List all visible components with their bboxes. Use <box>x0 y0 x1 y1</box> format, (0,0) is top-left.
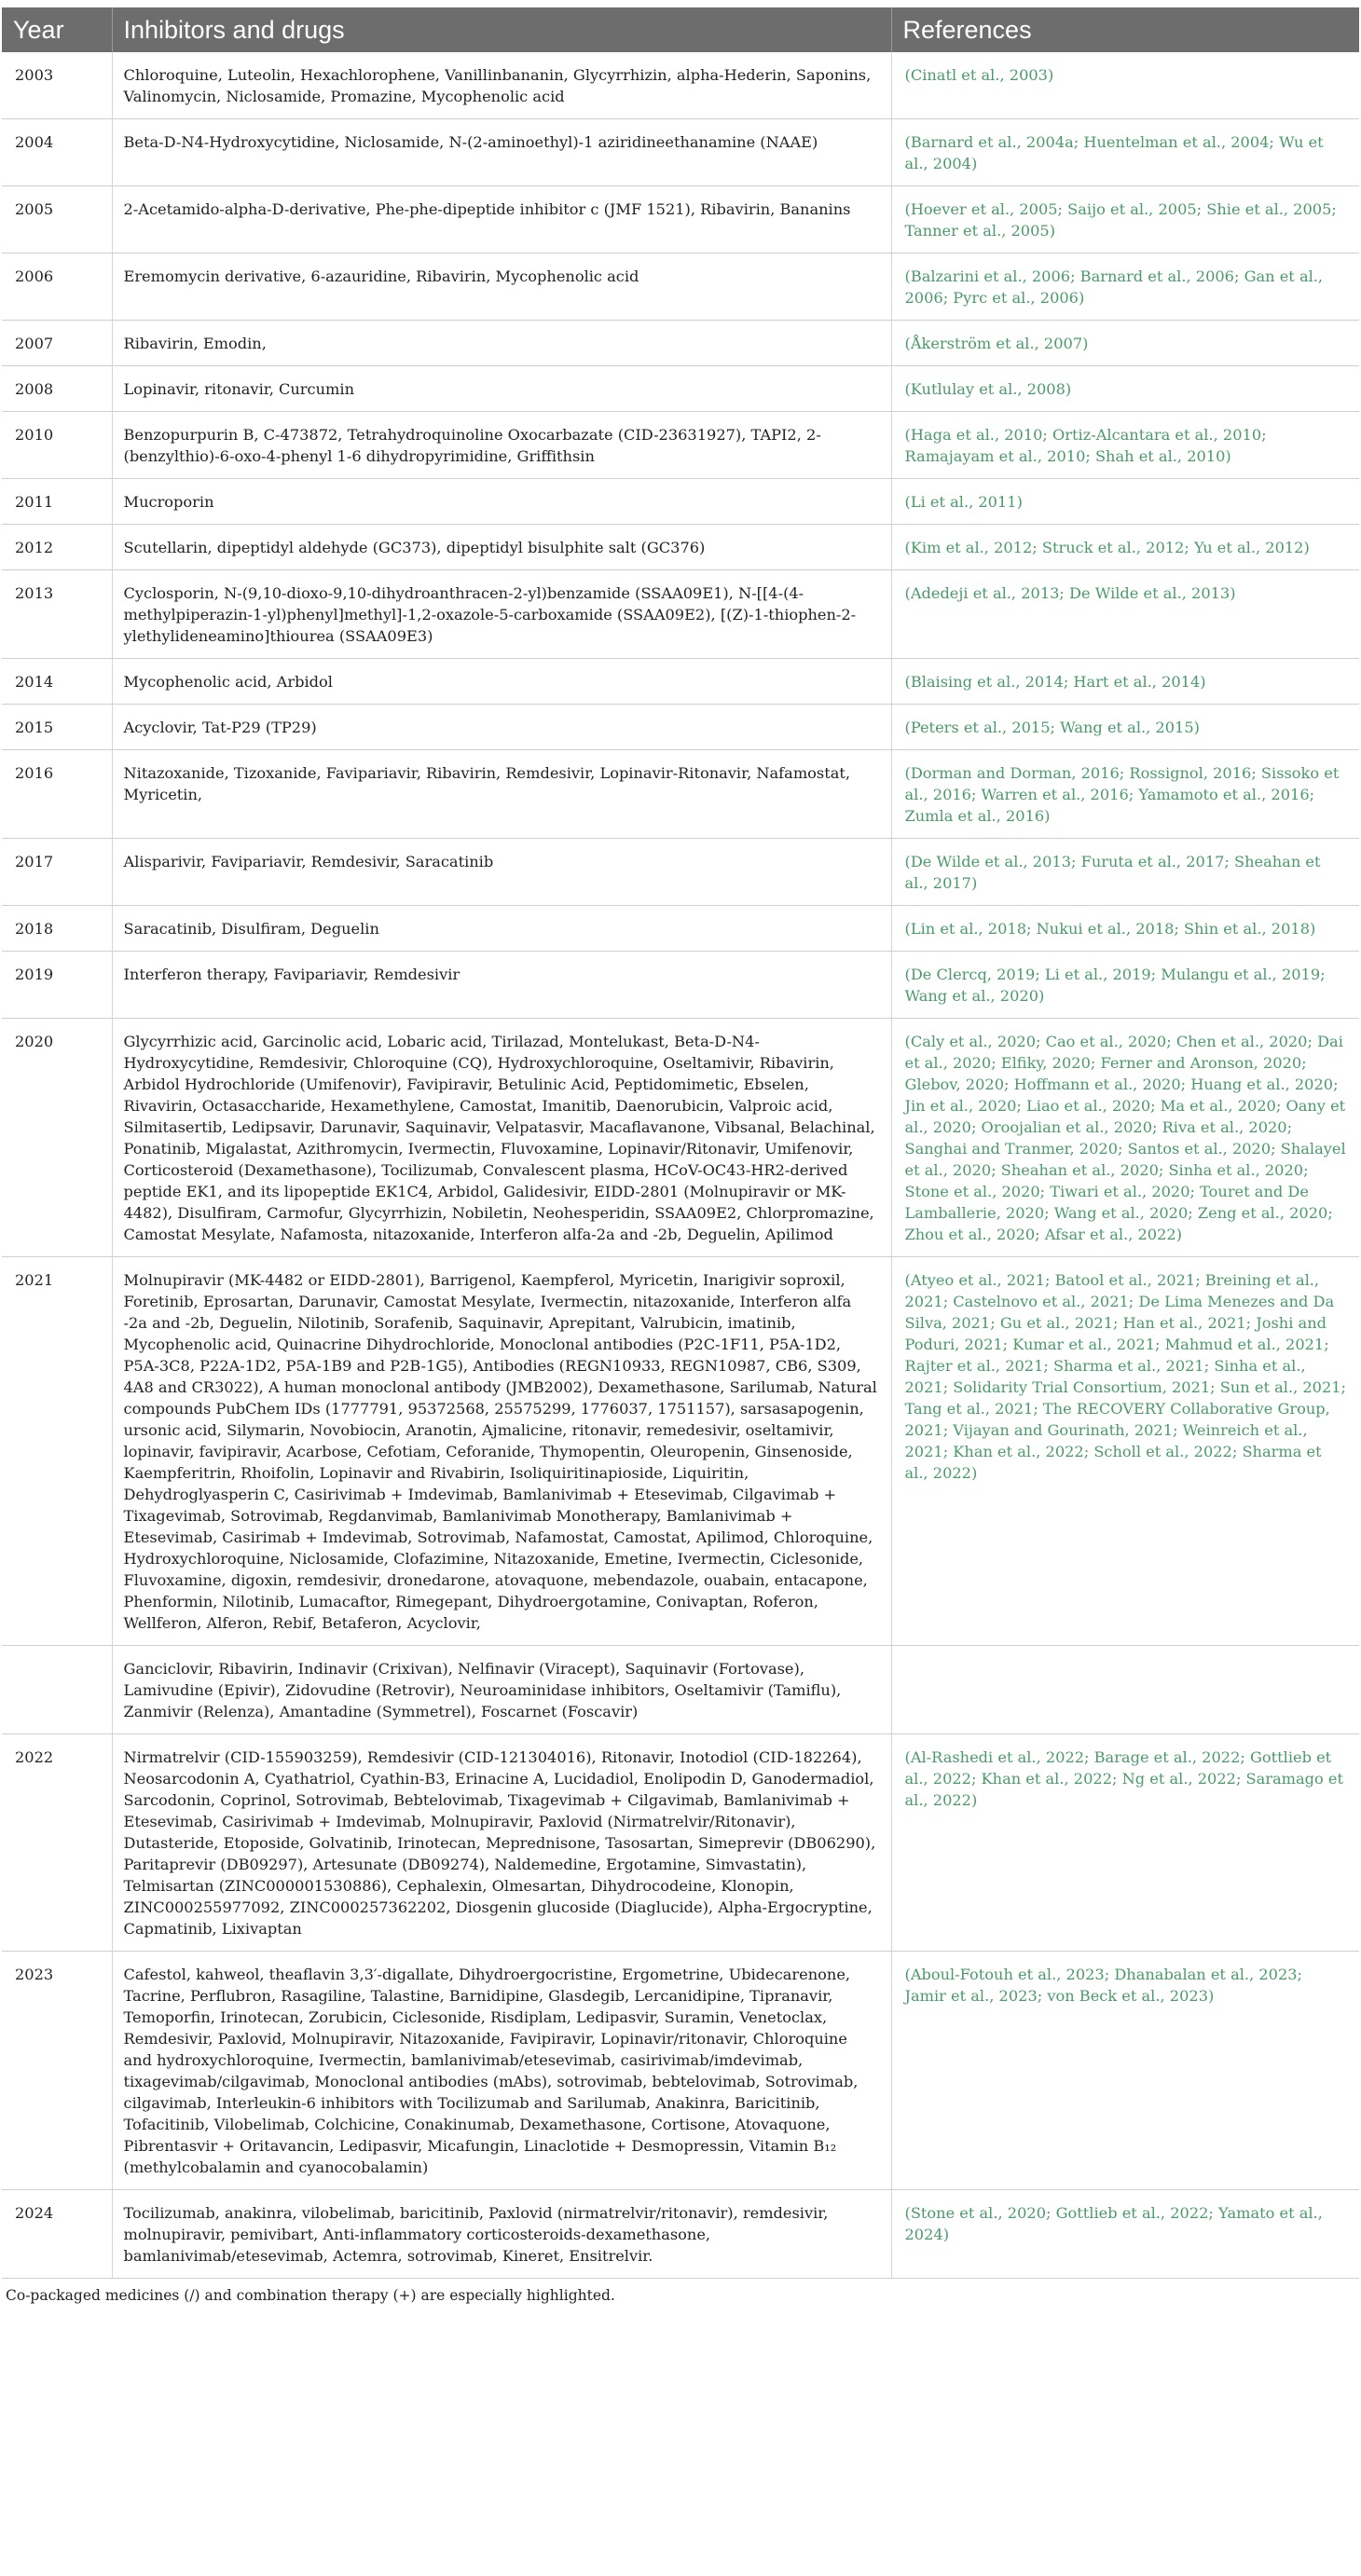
table-row <box>2 2190 1359 2279</box>
year-cell: 2022 <box>2 1734 112 1952</box>
table-header <box>2 7 1359 52</box>
table-footnote: Co-packaged medicines (/) and combination therapy (+) are especially highlighted. <box>6 2287 615 2304</box>
year-cell: 2018 <box>2 906 112 952</box>
references-cell[interactable]: (Kutlulay et al., 2008) <box>891 366 1359 412</box>
year-cell: 2005 <box>2 186 112 253</box>
drugs-cell: Benzopurpurin B, C-473872, Tetrahydroquinoline Oxocarbazate (CID-23631927), TAPI2, 2-(benzylthio)-6-oxo-4-phenyl 1-6 dihydropyrimidine, Griffithsin <box>112 412 891 479</box>
drugs-cell: Saracatinib, Disulfiram, Deguelin <box>112 906 891 952</box>
drugs-cell: Nitazoxanide, Tizoxanide, Favipariavir, Ribavirin, Remdesivir, Lopinavir-Ritonavir, Nafamostat, Myricetin, <box>112 750 891 839</box>
table-row <box>2 253 1359 321</box>
year-cell: 2021 <box>2 1257 112 1646</box>
drugs-cell: Acyclovir, Tat-P29 (TP29) <box>112 705 891 750</box>
year-cell: 2015 <box>2 705 112 750</box>
references-cell[interactable]: (Barnard et al., 2004a; Huentelman et al., 2004; Wu et al., 2004) <box>891 119 1359 186</box>
drugs-cell: Glycyrrhizic acid, Garcinolic acid, Lobaric acid, Tirilazad, Montelukast, Beta-D-N4-Hydroxycytidine, Remdesivir, Chloroquine (CQ), Hydroxychloroquine, Oseltamivir, Ribavirin, Arbidol Hydrochloride (Umifenovir), Favipiravir, Betulinic Acid, Peptidomimetic, Ebselen, Rivavirin, Octasaccharide, Hexamethylene, Camostat, Imanitib, Daenorubicin, Valproic acid, Silmitasertib, Ledipsavir, Darunavir, Saquinavir, Velpatasvir, Macaflavanone, Vibsanal, Belachinal, Ponatinib, Migalastat, Azithromycin, Ivermectin, Fluvoxamine, Lopinavir/Ritonavir, Umifenovir, Corticosteroid (Dexamethasone), Tocilizumab, Convalescent plasma, HCoV-OC43-HR2-derived peptide EK1, and its lipopeptide EK1C4, Arbidol, Galidesivir, EIDD-2801 (Molnupiravir or MK-4482), Disulfiram, Carmofur, Glycyrrhizin, Nobiletin, Neohesperidin, SSAA09E2, Chlorpromazine, Camostat Mesylate, Nafamosta, nitazoxanide, Interferon alfa-2a and -2b, Deguelin, Apilimod <box>112 1019 891 1257</box>
references-cell[interactable]: (Cinatl et al., 2003) <box>891 52 1359 119</box>
table-row <box>2 839 1359 906</box>
references-cell[interactable]: (Haga et al., 2010; Ortiz-Alcantara et al., 2010; Ramajayam et al., 2010; Shah et al., 2010) <box>891 412 1359 479</box>
table-row <box>2 570 1359 659</box>
header-references: References <box>891 7 1359 52</box>
table-row <box>2 186 1359 253</box>
references-cell[interactable]: (Atyeo et al., 2021; Batool et al., 2021; Breining et al., 2021; Castelnovo et al., 2021; De Lima Menezes and Da Silva, 2021; Gu et al., 2021; Han et al., 2021; Joshi and Poduri, 2021; Kumar et al., 2021; Mahmud et al., 2021; Rajter et al., 2021; Sharma et al., 2021; Sinha et al., 2021; Solidarity Trial Consortium, 2021; Sun et al., 2021; Tang et al., 2021; The RECOVERY Collaborative Group, 2021; Vijayan and Gourinath, 2021; Weinreich et al., 2021; Khan et al., 2022; Scholl et al., 2022; Sharma et al., 2022) <box>891 1257 1359 1646</box>
references-cell[interactable]: (Åkerström et al., 2007) <box>891 321 1359 366</box>
drugs-cell: Alisparivir, Favipariavir, Remdesivir, Saracatinib <box>112 839 891 906</box>
references-cell[interactable]: (Peters et al., 2015; Wang et al., 2015) <box>891 705 1359 750</box>
year-cell: 2003 <box>2 52 112 119</box>
table-row <box>2 1646 1359 1734</box>
table-row <box>2 366 1359 412</box>
references-cell[interactable]: (Al-Rashedi et al., 2022; Barage et al., 2022; Gottlieb et al., 2022; Khan et al., 2022; Ng et al., 2022; Saramago et al., 2022) <box>891 1734 1359 1952</box>
references-cell[interactable]: (Kim et al., 2012; Struck et al., 2012; Yu et al., 2012) <box>891 525 1359 570</box>
header-drugs: Inhibitors and drugs <box>112 7 891 52</box>
drugs-cell: Lopinavir, ritonavir, Curcumin <box>112 366 891 412</box>
table-row <box>2 659 1359 705</box>
year-cell: 2019 <box>2 952 112 1019</box>
table-row <box>2 479 1359 525</box>
drugs-cell: Eremomycin derivative, 6-azauridine, Ribavirin, Mycophenolic acid <box>112 253 891 321</box>
references-cell[interactable] <box>891 1646 1359 1734</box>
drugs-cell: 2-Acetamido-alpha-D-derivative, Phe-phe-dipeptide inhibitor c (JMF 1521), Ribavirin, Bananins <box>112 186 891 253</box>
year-cell: 2004 <box>2 119 112 186</box>
drugs-cell: Beta-D-N4-Hydroxycytidine, Niclosamide, N-(2-aminoethyl)-1 aziridineethanamine (NAAE) <box>112 119 891 186</box>
table-row <box>2 119 1359 186</box>
year-cell: 2007 <box>2 321 112 366</box>
year-cell: 2010 <box>2 412 112 479</box>
drugs-cell: Interferon therapy, Favipariavir, Remdesivir <box>112 952 891 1019</box>
year-cell: 2012 <box>2 525 112 570</box>
table-row <box>2 525 1359 570</box>
table-row <box>2 1952 1359 2190</box>
references-cell[interactable]: (De Wilde et al., 2013; Furuta et al., 2017; Sheahan et al., 2017) <box>891 839 1359 906</box>
references-cell[interactable]: (Balzarini et al., 2006; Barnard et al., 2006; Gan et al., 2006; Pyrc et al., 2006) <box>891 253 1359 321</box>
table-row <box>2 52 1359 119</box>
drug-history-table <box>2 7 1359 2279</box>
table-row <box>2 412 1359 479</box>
drugs-cell: Nirmatrelvir (CID-155903259), Remdesivir (CID-121304016), Ritonavir, Inotodiol (CID-182264), Neosarcodonin A, Cyathatriol, Cyathin-B3, Erinacine A, Lucidadiol, Enolipodin D, Ganodermadiol, Sarcodonin, Coprinol, Sotrovimab, Bebtelovimab, Tixagevimab + Cilgavimab, Bamlanivimab + Etesevimab, Casirivimab + Imdevimab, Molnupiravir, Paxlovid (Nirmatrelvir/Ritonavir), Dutasteride, Etoposide, Golvatinib, Irinotecan, Meprednisone, Tasosartan, Simeprevir (DB06290), Paritaprevir (DB09297), Artesunate (DB09274), Naldemedine, Ergotamine, Simvastatin), Telmisartan (ZINC000001530886), Cephalexin, Olmesartan, Dihydrocodeine, Klonopin, ZINC000255977092, ZINC000257362202, Diosgenin glucoside (Diaglucide), Alpha-Ergocryptine, Capmatinib, Lixivaptan <box>112 1734 891 1952</box>
table-row <box>2 1734 1359 1952</box>
table-row <box>2 705 1359 750</box>
table-body <box>2 52 1359 2279</box>
drugs-cell: Ribavirin, Emodin, <box>112 321 891 366</box>
drugs-cell: Tocilizumab, anakinra, vilobelimab, baricitinib, Paxlovid (nirmatrelvir/ritonavir), remdesivir, molnupiravir, pemivibart, Anti-inflammatory corticosteroids-dexamethasone, bamlanivimab/etesevimab, Actemra, sotrovimab, Kineret, Ensitrelvir. <box>112 2190 891 2279</box>
drugs-cell: Cyclosporin, N-(9,10-dioxo-9,10-dihydroanthracen-2-yl)benzamide (SSAA09E1), N-[[4-(4-methylpiperazin-1-yl)phenyl]methyl]-1,2-oxazole-5-carboxamide (SSAA09E2), [(Z)-1-thiophen-2-ylethylideneamino]thiourea (SSAA09E3) <box>112 570 891 659</box>
year-cell: 2016 <box>2 750 112 839</box>
table-row <box>2 1019 1359 1257</box>
drugs-cell: Mucroporin <box>112 479 891 525</box>
header-row <box>2 7 1359 52</box>
references-cell[interactable]: (Caly et al., 2020; Cao et al., 2020; Chen et al., 2020; Dai et al., 2020; Elfiky, 2020; Ferner and Aronson, 2020; Glebov, 2020; Hoffmann et al., 2020; Huang et al., 2020; Jin et al., 2020; Liao et al., 2020; Ma et al., 2020; Oany et al., 2020; Oroojalian et al., 2020; Riva et al., 2020; Sanghai and Tranmer, 2020; Santos et al., 2020; Shalayel et al., 2020; Sheahan et al., 2020; Sinha et al., 2020; Stone et al., 2020; Tiwari et al., 2020; Touret and De Lamballerie, 2020; Wang et al., 2020; Zeng et al., 2020; Zhou et al., 2020; Afsar et al., 2022) <box>891 1019 1359 1257</box>
table-row <box>2 1257 1359 1646</box>
drugs-cell: Ganciclovir, Ribavirin, Indinavir (Crixivan), Nelfinavir (Viracept), Saquinavir (Fortovase), Lamivudine (Epivir), Zidovudine (Retrovir), Neuroaminidase inhibitors, Oseltamivir (Tamiflu), Zanmivir (Relenza), Amantadine (Symmetrel), Foscarnet (Foscavir) <box>112 1646 891 1734</box>
year-cell: 2017 <box>2 839 112 906</box>
references-cell[interactable]: (De Clercq, 2019; Li et al., 2019; Mulangu et al., 2019; Wang et al., 2020) <box>891 952 1359 1019</box>
references-cell[interactable]: (Blaising et al., 2014; Hart et al., 2014) <box>891 659 1359 705</box>
references-cell[interactable]: (Aboul-Fotouh et al., 2023; Dhanabalan et al., 2023; Jamir et al., 2023; von Beck et al., 2023) <box>891 1952 1359 2190</box>
year-cell: 2008 <box>2 366 112 412</box>
table-row <box>2 952 1359 1019</box>
drugs-cell: Cafestol, kahweol, theaflavin 3,3′-digallate, Dihydroergocristine, Ergometrine, Ubidecarenone, Tacrine, Perflubron, Rasagiline, Talastine, Barnidipine, Glasdegib, Lercanidipine, Tipranavir, Temoporfin, Irinotecan, Zorubicin, Ciclesonide, Risdiplam, Ledipasvir, Suramin, Venetoclax, Remdesivir, Paxlovid, Molnupiravir, Nitazoxanide, Favipiravir, Lopinavir/ritonavir, Chloroquine and hydroxychloroquine, Ivermectin, bamlanivimab/etesevimab, casirivimab/imdevimab, tixagevimab/cilgavimab, Monoclonal antibodies (mAbs), sotrovimab, bebtelovimab, Sotrovimab, cilgavimab, Interleukin-6 inhibitors with Tocilizumab and Sarilumab, Anakinra, Baricitinib, Tofacitinib, Vilobelimab, Colchicine, Conakinumab, Dexamethasone, Cortisone, Atovaquone, Pibrentasvir + Oritavancin, Ledipasvir, Micafungin, Linaclotide + Desmopressin, Vitamin B₁₂ (methylcobalamin and cyanocobalamin) <box>112 1952 891 2190</box>
drugs-cell: Mycophenolic acid, Arbidol <box>112 659 891 705</box>
header-year: Year <box>2 7 112 52</box>
year-cell: 2013 <box>2 570 112 659</box>
table-row <box>2 321 1359 366</box>
year-cell: 2024 <box>2 2190 112 2279</box>
references-cell[interactable]: (Hoever et al., 2005; Saijo et al., 2005; Shie et al., 2005; Tanner et al., 2005) <box>891 186 1359 253</box>
drugs-cell: Chloroquine, Luteolin, Hexachlorophene, Vanillinbananin, Glycyrrhizin, alpha-Hederin, Saponins, Valinomycin, Niclosamide, Promazine, Mycophenolic acid <box>112 52 891 119</box>
year-cell <box>2 1646 112 1734</box>
drugs-cell: Scutellarin, dipeptidyl aldehyde (GC373), dipeptidyl bisulphite salt (GC376) <box>112 525 891 570</box>
drugs-cell: Molnupiravir (MK-4482 or EIDD-2801), Barrigenol, Kaempferol, Myricetin, Inarigivir soproxil, Foretinib, Eprosartan, Darunavir, Camostat Mesylate, Ivermectin, nitazoxanide, Interferon alfa -2a and -2b, Deguelin, Nilotinib, Sorafenib, Saquinavir, Aprepitant, Valrubicin, imatinib, Mycophenolic acid, Quinacrine Dihydrochloride, Monoclonal antibodies (P2C-1F11, P5A-1D2, P5A-3C8, P22A-1D2, P5A-1B9 and P2B-1G5), Antibodies (REGN10933, REGN10987, CB6, S309, 4A8 and CR3022), A human monoclonal antibody (JMB2002), Dexamethasone, Sarilumab, Natural compounds PubChem IDs (1777791, 95372568, 25575299, 1776037, 1751157), sarsasapogenin, ursonic acid, Silymarin, Novobiocin, Aranotin, Ajmalicine, ritonavir, remedesivir, oseltamivir, lopinavir, favipiravir, Acarbose, Cefotiam, Ceforanide, Thymopentin, Oleuropenin, Ginsenoside, Kaempferitrin, Rhoifolin, Lopinavir and Rivabirin, Isoliquiritinapioside, Liquiritin, Dehydroglyasperin C, Casirivimab + Imdevimab, Bamlanivimab + Etesevimab, Cilgavimab + Tixagevimab, Sotrovimab, Regdanvimab, Bamlanivimab Monotherapy, Bamlanivimab + Etesevimab, Casirimab + Imdevimab, Sotrovimab, Nafamostat, Camostat, Apilimod, Chloroquine, Hydroxychloroquine, Niclosamide, Clofazimine, Nitazoxanide, Emetine, Ivermectin, Ciclesonide, Fluvoxamine, digoxin, remdesivir, dronedarone, atovaquone, mebendazole, ouabain, entacapone, Phenformin, Nilotinib, Lumacaftor, Rimegepant, Dihydroergotamine, Conivaptan, Roferon, Wellferon, Alferon, Rebif, Betaferon, Acyclovir, <box>112 1257 891 1646</box>
references-cell[interactable]: (Lin et al., 2018; Nukui et al., 2018; Shin et al., 2018) <box>891 906 1359 952</box>
references-cell[interactable]: (Stone et al., 2020; Gottlieb et al., 2022; Yamato et al., 2024) <box>891 2190 1359 2279</box>
table-row <box>2 906 1359 952</box>
year-cell: 2023 <box>2 1952 112 2190</box>
references-cell[interactable]: (Li et al., 2011) <box>891 479 1359 525</box>
references-cell[interactable]: (Adedeji et al., 2013; De Wilde et al., 2013) <box>891 570 1359 659</box>
table-row <box>2 750 1359 839</box>
year-cell: 2006 <box>2 253 112 321</box>
year-cell: 2011 <box>2 479 112 525</box>
references-cell[interactable]: (Dorman and Dorman, 2016; Rossignol, 2016; Sissoko et al., 2016; Warren et al., 2016; Yamamoto et al., 2016; Zumla et al., 2016) <box>891 750 1359 839</box>
year-cell: 2014 <box>2 659 112 705</box>
year-cell: 2020 <box>2 1019 112 1257</box>
